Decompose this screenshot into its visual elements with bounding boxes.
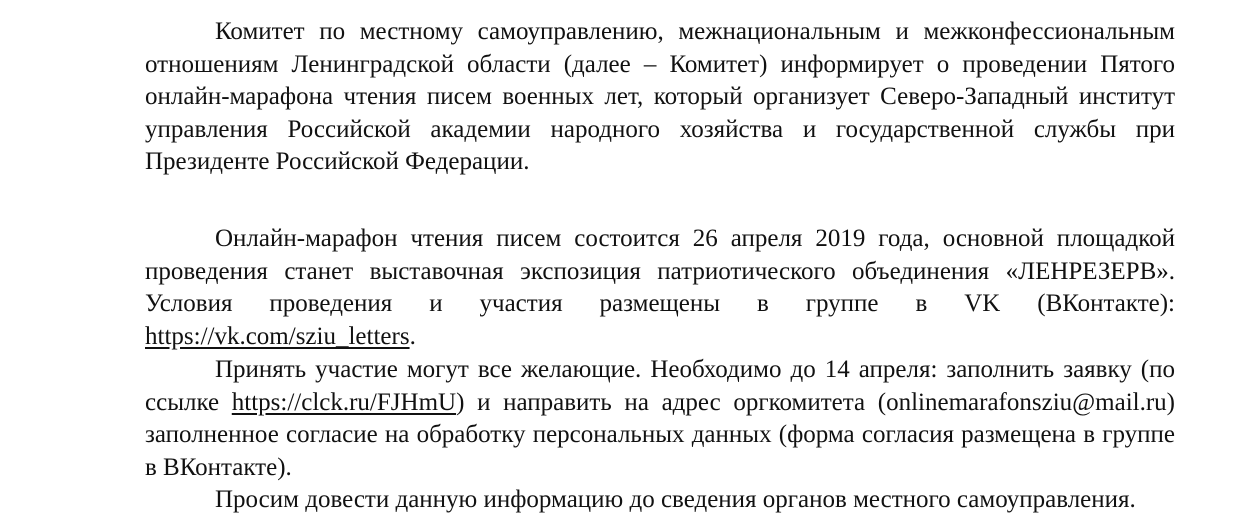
paragraph-request-cut-off: [145, 484, 1175, 517]
paragraph-text: Просим довести данную информацию до сведения органов местного самоуправления.: [215, 486, 1136, 513]
paragraph-marathon-details: [145, 223, 1175, 353]
paragraph-text: Принять участие могут все желающие. Необходимо до 14 апреля: заполнить заявку (по ссылке: [145, 356, 1175, 416]
paragraph-participation: [145, 354, 1175, 484]
paragraph-text-end: ) и направить на адрес оргкомитета (onlinemarafonsziu@mail.ru) заполненное согласие на обработку персональных данных (форма согласия размещена в группе в ВКонтакте).: [145, 388, 1175, 481]
paragraph-text: Комитет по местному самоуправлению, межнациональным и межконфессиональным отношениям Ленинградской области (далее – Комитет) информирует о проведении Пятого онлайн-марафона чтения писем военных лет, который организует Северо-Западный институт управления Российской академии народного хозяйства и государственной службы при Президенте Российской Федерации.: [145, 18, 1175, 176]
paragraph-text: Онлайн-марафон чтения писем состоится 26 апреля 2019 года, основной площадкой проведения станет выставочная экспозиция патриотического объединения «ЛЕНРЕЗЕРВ». Условия проведения и участия размещены в группе в VK (ВКонтакте):: [145, 225, 1175, 318]
paragraph-announcement: [145, 16, 1175, 179]
application-form-link[interactable]: https://clck.ru/FJHmU: [231, 388, 457, 416]
paragraph-text-end: .: [409, 322, 416, 350]
vk-group-link[interactable]: https://vk.com/sziu_letters: [145, 322, 410, 350]
